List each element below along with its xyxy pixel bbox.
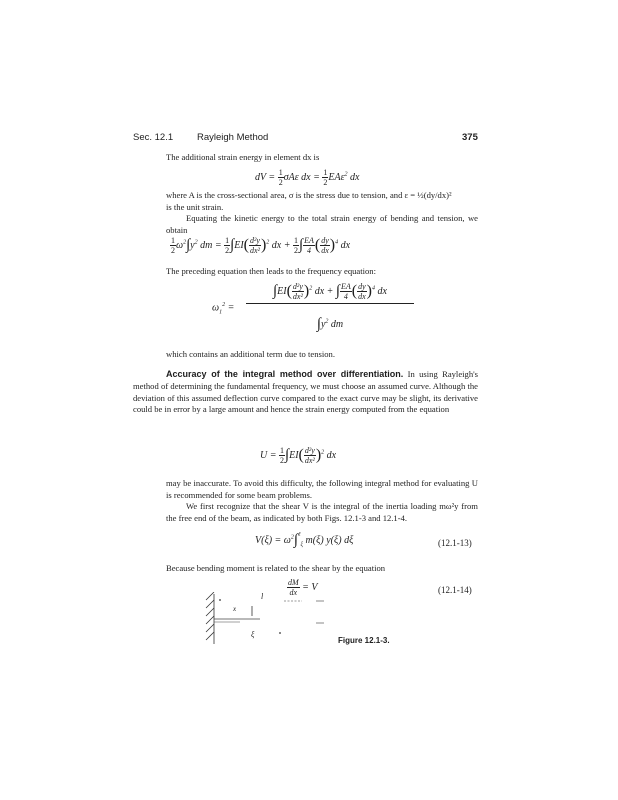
equation-moment-shear: $\frac{dM}{dx}$ = V (288, 578, 318, 597)
equation-frequency: $\omega_1^2$ = ∫EI( $\frac{\text{d²y}}{\text{dx²}}$ )$^2$ dx + ∫ $\frac{EA}{4}$ ( $\frac{dy}{dx}$ )$^4$ dx $\int y^2$ dm (212, 280, 412, 340)
equation-number-14: (12.1-14) (438, 585, 472, 595)
figure-caption: Figure 12.1-3. (338, 636, 390, 645)
section-heading: Accuracy of the integral method over differentiation. (166, 369, 404, 379)
paragraph-integral-method (133, 369, 478, 416)
paragraph-bending-moment: Because bending moment is related to the shear by the equation (166, 563, 386, 573)
paragraph-area-definition: where A is the cross-sectional area, σ is the stress due to tension, and ε = ½(dy/dx)² (166, 190, 452, 200)
paragraph-equating-energy: Equating the kinetic energy to the total strain energy of bending and tension, we obtain (166, 213, 478, 235)
equation-energy-balance: $\frac{1}{2}$ $\omega^2\int y^2$ dm = $\frac{1}{2}$ ∫EI( $\frac{\text{d²y}}{\text{dx²}}$ )$^2$ dx + $\frac{1}{2}$ ∫ $\frac{EA}{4}$ ( $\frac{dy}{dx}$ )$^4$ dx (171, 236, 351, 255)
figure-label-length: l (261, 592, 264, 601)
equation-shear: $V(\xi) = \omega^2\int^\ell_\xi$ m(ξ) y(ξ) dξ (255, 532, 354, 548)
paragraph-integral-method-text: In using Rayleigh's method of determining the fundamental frequency, we must choose an assumed curve. Although the deviation of this assumed deflection curve compared to the exact curve may be slight, its derivative could be in error by a large amount and hence the strain energy computed from the equation (133, 369, 479, 415)
paragraph-additional-term: which contains an additional term due to tension. (166, 349, 335, 359)
running-title: Rayleigh Method (197, 132, 269, 143)
page-number: 375 (462, 132, 478, 143)
section-label: Sec. 12.1 (133, 132, 174, 143)
paragraph-shear-integral: We first recognize that the shear V is the integral of the inertia loading mω²y from the free end of the beam, as indicated by both Figs. 12.1-3 and 12.1-4. (166, 501, 478, 523)
paragraph-strain-energy: The additional strain energy in element dx is (166, 152, 320, 162)
figure-label-x: x (233, 605, 237, 613)
equation-number-13: (12.1-13) (438, 538, 472, 548)
paragraph-unit-strain: is the unit strain. (166, 202, 224, 212)
equation-strain-energy: dV = $\frac{1}{2}$ σAε dx = $\frac{1}{2}$ EAε$^2$ dx (255, 168, 360, 187)
fixed-wall-hatch (206, 592, 214, 644)
beam-diagram (200, 592, 360, 652)
figure-label-xi: ξ (251, 630, 255, 639)
paragraph-frequency-intro: The preceding equation then leads to the frequency equation: (166, 266, 376, 276)
paragraph-inaccurate: may be inaccurate. To avoid this difficulty, the following integral method for evaluating U is recommended for some beam problems. (166, 478, 478, 500)
equation-strain-energy-u: U = $\frac{1}{2}$ ∫EI( $\frac{\text{d²y}}{\text{dx²}}$ )$^2$ dx (260, 446, 337, 465)
figure-beam (200, 592, 360, 652)
